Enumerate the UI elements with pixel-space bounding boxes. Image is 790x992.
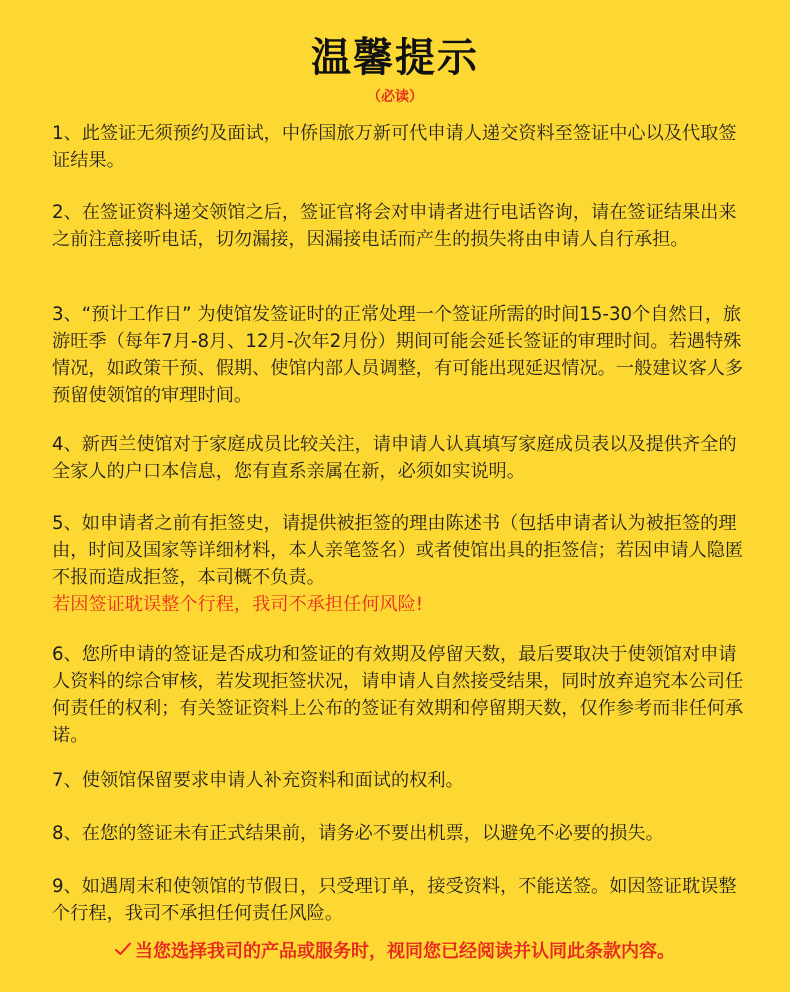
checkmark-icon bbox=[115, 937, 131, 965]
notice-item-8: 8、在您的签证未有正式结果前，请务必不要出机票，以避免不必要的损失。 bbox=[52, 823, 664, 844]
notice-item-7: 7、使领馆保留要求申请人补充资料和面试的权利。 bbox=[52, 770, 464, 791]
notice-item-3: 3、“预计工作日” 为使馆发签证时的正常处理一个签证所需的时间15-30个自然日，旅游旺季（每年7月-8月、12月-次年2月份）期间可能会延长签证的审理时间。若遇特殊情况，如政策干预、假期、使馆内部人员调整，有可能出现延迟情况。一般建议客人多预留使领馆的审理时间。 bbox=[52, 304, 744, 406]
notice-item-5 bbox=[52, 510, 752, 618]
warning-text: 若因签证耽误整个行程，我司不承担任何风险! bbox=[52, 594, 424, 615]
agreement-text: 当您选择我司的产品或服务时，视同您已经阅读并认同此条款内容。 bbox=[135, 941, 675, 962]
notice-item-5-text: 5、如申请者之前有拒签史，请提供被拒签的理由陈述书（包括申请者认为被拒签的理由，时间及国家等详细材料，本人亲笔签名）或者使馆出具的拒签信；若因申请人隐匿不报而造成拒签，本司概不负责。 bbox=[52, 513, 744, 588]
page-title: 温馨提示 bbox=[311, 35, 479, 81]
notice-item-1: 1、此签证无须预约及面试，中侨国旅万新可代申请人递交资料至签证中心以及代取签证结果。 bbox=[52, 123, 737, 171]
notice-item-9: 9、如遇周末和使领馆的节假日，只受理订单，接受资料，不能送签。如因签证耽误整个行程，我司不承担任何责任风险。 bbox=[52, 876, 737, 924]
notice-item-6: 6、您所申请的签证是否成功和签证的有效期及停留天数，最后要取决于使领馆对申请人资料的综合审核，若发现拒签状况，请申请人自然接受结果，同时放弃追究本公司任何责任的权利；有关签证资料上公布的签证有效期和停留期天数，仅作参考而非任何承诺。 bbox=[52, 644, 744, 746]
must-read-label: （必读） bbox=[367, 89, 423, 105]
agreement-footer bbox=[0, 938, 790, 966]
notice-item-4: 4、新西兰使馆对于家庭成员比较关注，请申请人认真填写家庭成员表以及提供齐全的全家人的户口本信息，您有直系亲属在新，必须如实说明。 bbox=[52, 434, 737, 482]
notice-item-2: 2、在签证资料递交领馆之后，签证官将会对申请者进行电话咨询，请在签证结果出来之前注意接听电话，切勿漏接，因漏接电话而产生的损失将由申请人自行承担。 bbox=[52, 202, 737, 250]
